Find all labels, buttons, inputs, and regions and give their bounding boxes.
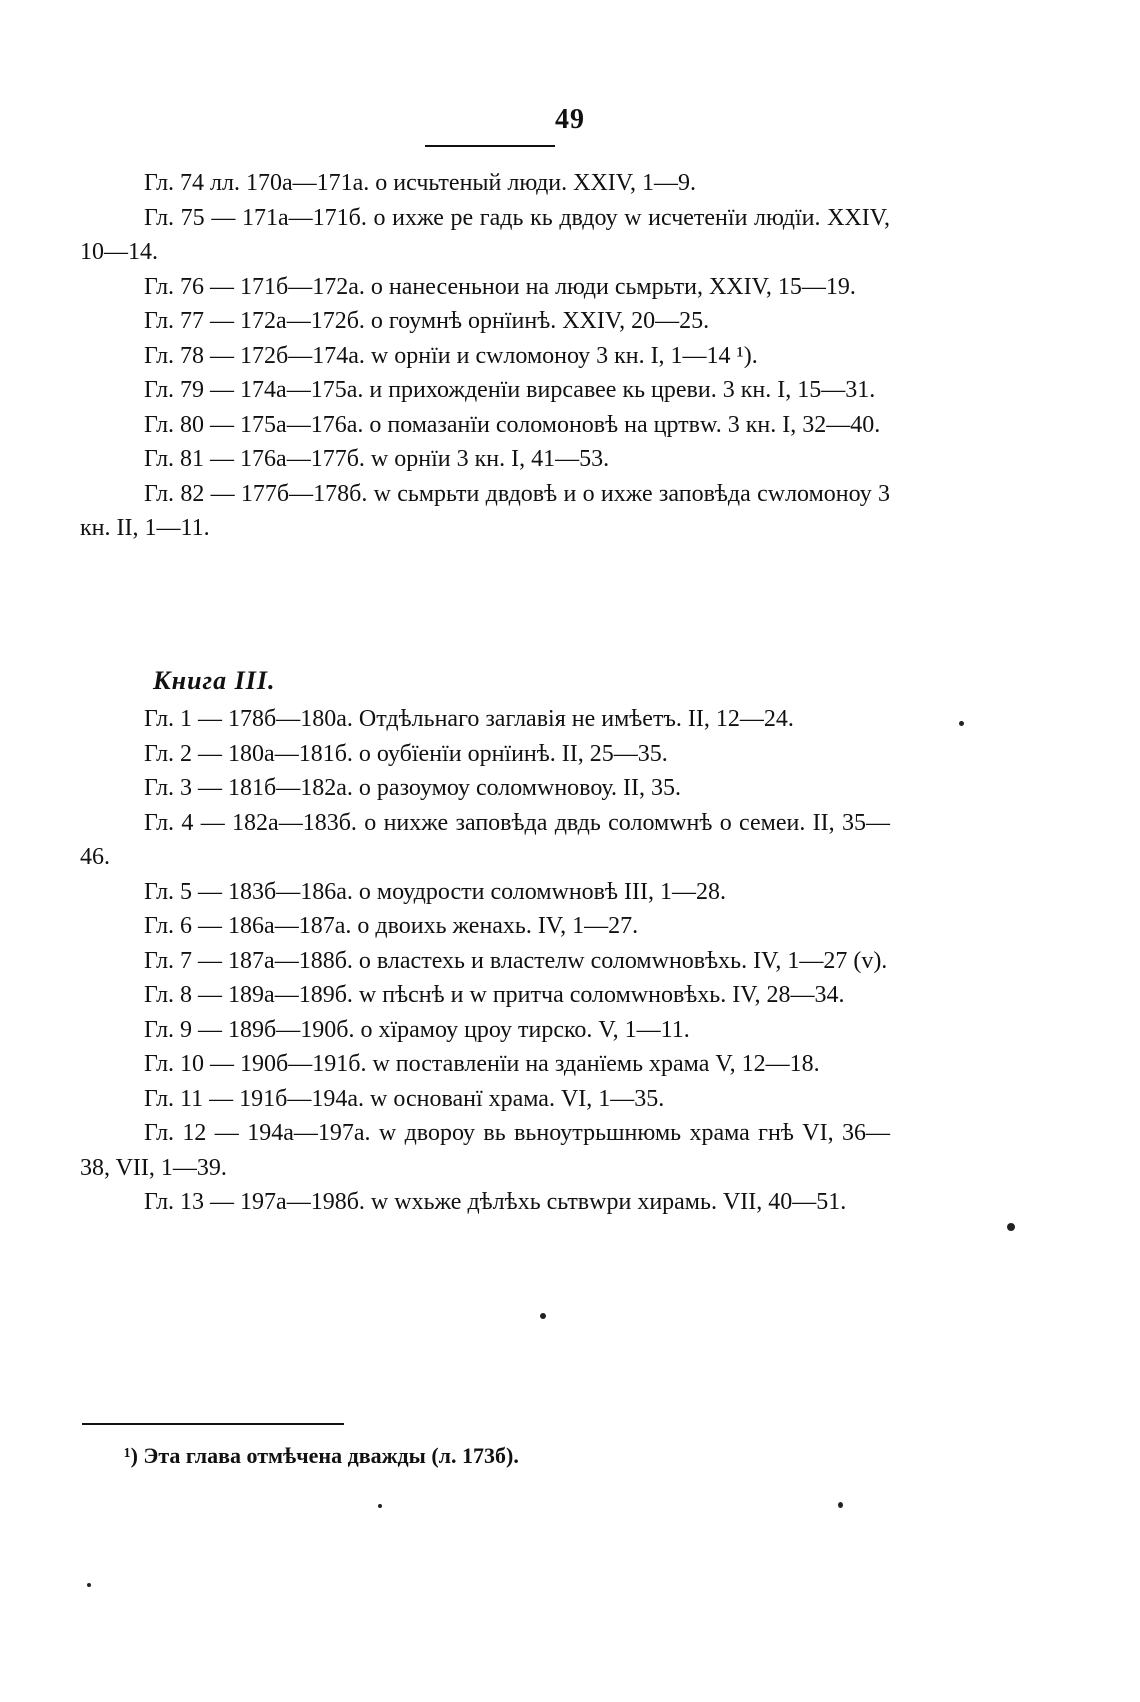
scan-speck bbox=[540, 1313, 546, 1319]
footnote: ¹) Эта глава отмѣчена дважды (л. 173б). bbox=[124, 1443, 519, 1468]
chapter-entry: Гл. 4 — 182а—183б. о нихже заповѣда двдь соломwнѣ о семеи. II, 35—46. bbox=[80, 809, 890, 870]
chapter-entry: Гл. 2 — 180а—181б. о оубїенїи орнїинѣ. II, 25—35. bbox=[144, 740, 668, 767]
chapter-entry: Гл. 7 — 187а—188б. о властехь и властелw соломwновѣхь. IV, 1—27 (v). bbox=[144, 947, 888, 974]
chapter-entry: Гл. 13 — 197а—198б. w wхьже дѣлѣхь сьтвwри хирамь. VII, 40—51. bbox=[144, 1189, 847, 1215]
chapter-entry: Гл. 76 — 171б—172а. о нанесеньнои на люди сьмрьти, XXIV, 15—19. bbox=[144, 273, 856, 300]
chapter-entry: Гл. 6 — 186а—187а. о двоихь женахь. IV, 1—27. bbox=[144, 913, 639, 939]
chapter-entry: Гл. 81 — 176а—177б. w орнїи 3 кн. I, 41—53. bbox=[144, 446, 610, 472]
chapter-entry: Гл. 79 — 174а—175а. и прихожденїи вирсавее кь цреви. 3 кн. I, 15—31. bbox=[144, 377, 876, 403]
chapter-entry: Гл. 80 — 175а—176а. о помазанїи соломоновѣ на цртвw. 3 кн. I, 32—40. bbox=[144, 411, 881, 438]
chapter-entry: Гл. 82 — 177б—178б. w сьмрьти двдовѣ и о ихже заповѣда сwломоноу 3 кн. II, 1—11. bbox=[80, 480, 890, 541]
page-number: 49 bbox=[555, 104, 585, 135]
scan-speck bbox=[838, 1502, 843, 1508]
scan-speck bbox=[378, 1504, 382, 1508]
chapter-entry: Гл. 75 — 171а—171б. о ихже ре гадь кь двдоу w исчетенїи людїи. XXIV, 10—14. bbox=[80, 204, 890, 265]
chapter-entry: Гл. 11 — 191б—194а. w основанї храма. VI, 1—35. bbox=[144, 1085, 665, 1112]
chapter-entry: Гл. 9 — 189б—190б. о хїрамоу цроу тирско. V, 1—11. bbox=[144, 1016, 690, 1043]
chapter-entry: Гл. 77 — 172а—172б. о гоумнѣ орнїинѣ. XXIV, 20—25. bbox=[144, 308, 710, 334]
scan-speck bbox=[959, 721, 964, 726]
chapter-entry: Гл. 12 — 194а—197а. w двороу вь вьноутрьшнюмь храма гнѣ VI, 36—38, VII, 1—39. bbox=[80, 1120, 890, 1181]
chapter-entry: Гл. 10 — 190б—191б. w поставленїи на зданїемь храма V, 12—18. bbox=[144, 1051, 820, 1077]
header-rule bbox=[425, 145, 555, 147]
chapter-entry: Гл. 1 — 178б—180а. Отдѣльнаго заглавія не имѣетъ. II, 12—24. bbox=[144, 706, 794, 732]
scan-speck bbox=[1007, 1223, 1015, 1231]
chapter-entry: Гл. 78 — 172б—174а. w орнїи и сwломоноу 3 кн. I, 1—14 ¹). bbox=[144, 342, 758, 369]
book-heading: Книга III. bbox=[153, 666, 276, 695]
chapter-list-book-2 bbox=[80, 166, 890, 546]
scan-speck bbox=[87, 1583, 91, 1587]
chapter-entry: Гл. 8 — 189а—189б. w пѣснѣ и w притча соломwновѣхь. IV, 28—34. bbox=[144, 982, 845, 1008]
footnote-rule bbox=[82, 1423, 344, 1425]
chapter-entry: Гл. 5 — 183б—186а. о моудрости соломwновѣ III, 1—28. bbox=[144, 878, 727, 905]
chapter-entry: Гл. 74 лл. 170а—171а. о исчьтеный люди. XXIV, 1—9. bbox=[144, 170, 697, 196]
chapter-list-book-3 bbox=[80, 702, 890, 1220]
chapter-entry: Гл. 3 — 181б—182а. о разоумоу соломwновоу. II, 35. bbox=[144, 775, 681, 801]
